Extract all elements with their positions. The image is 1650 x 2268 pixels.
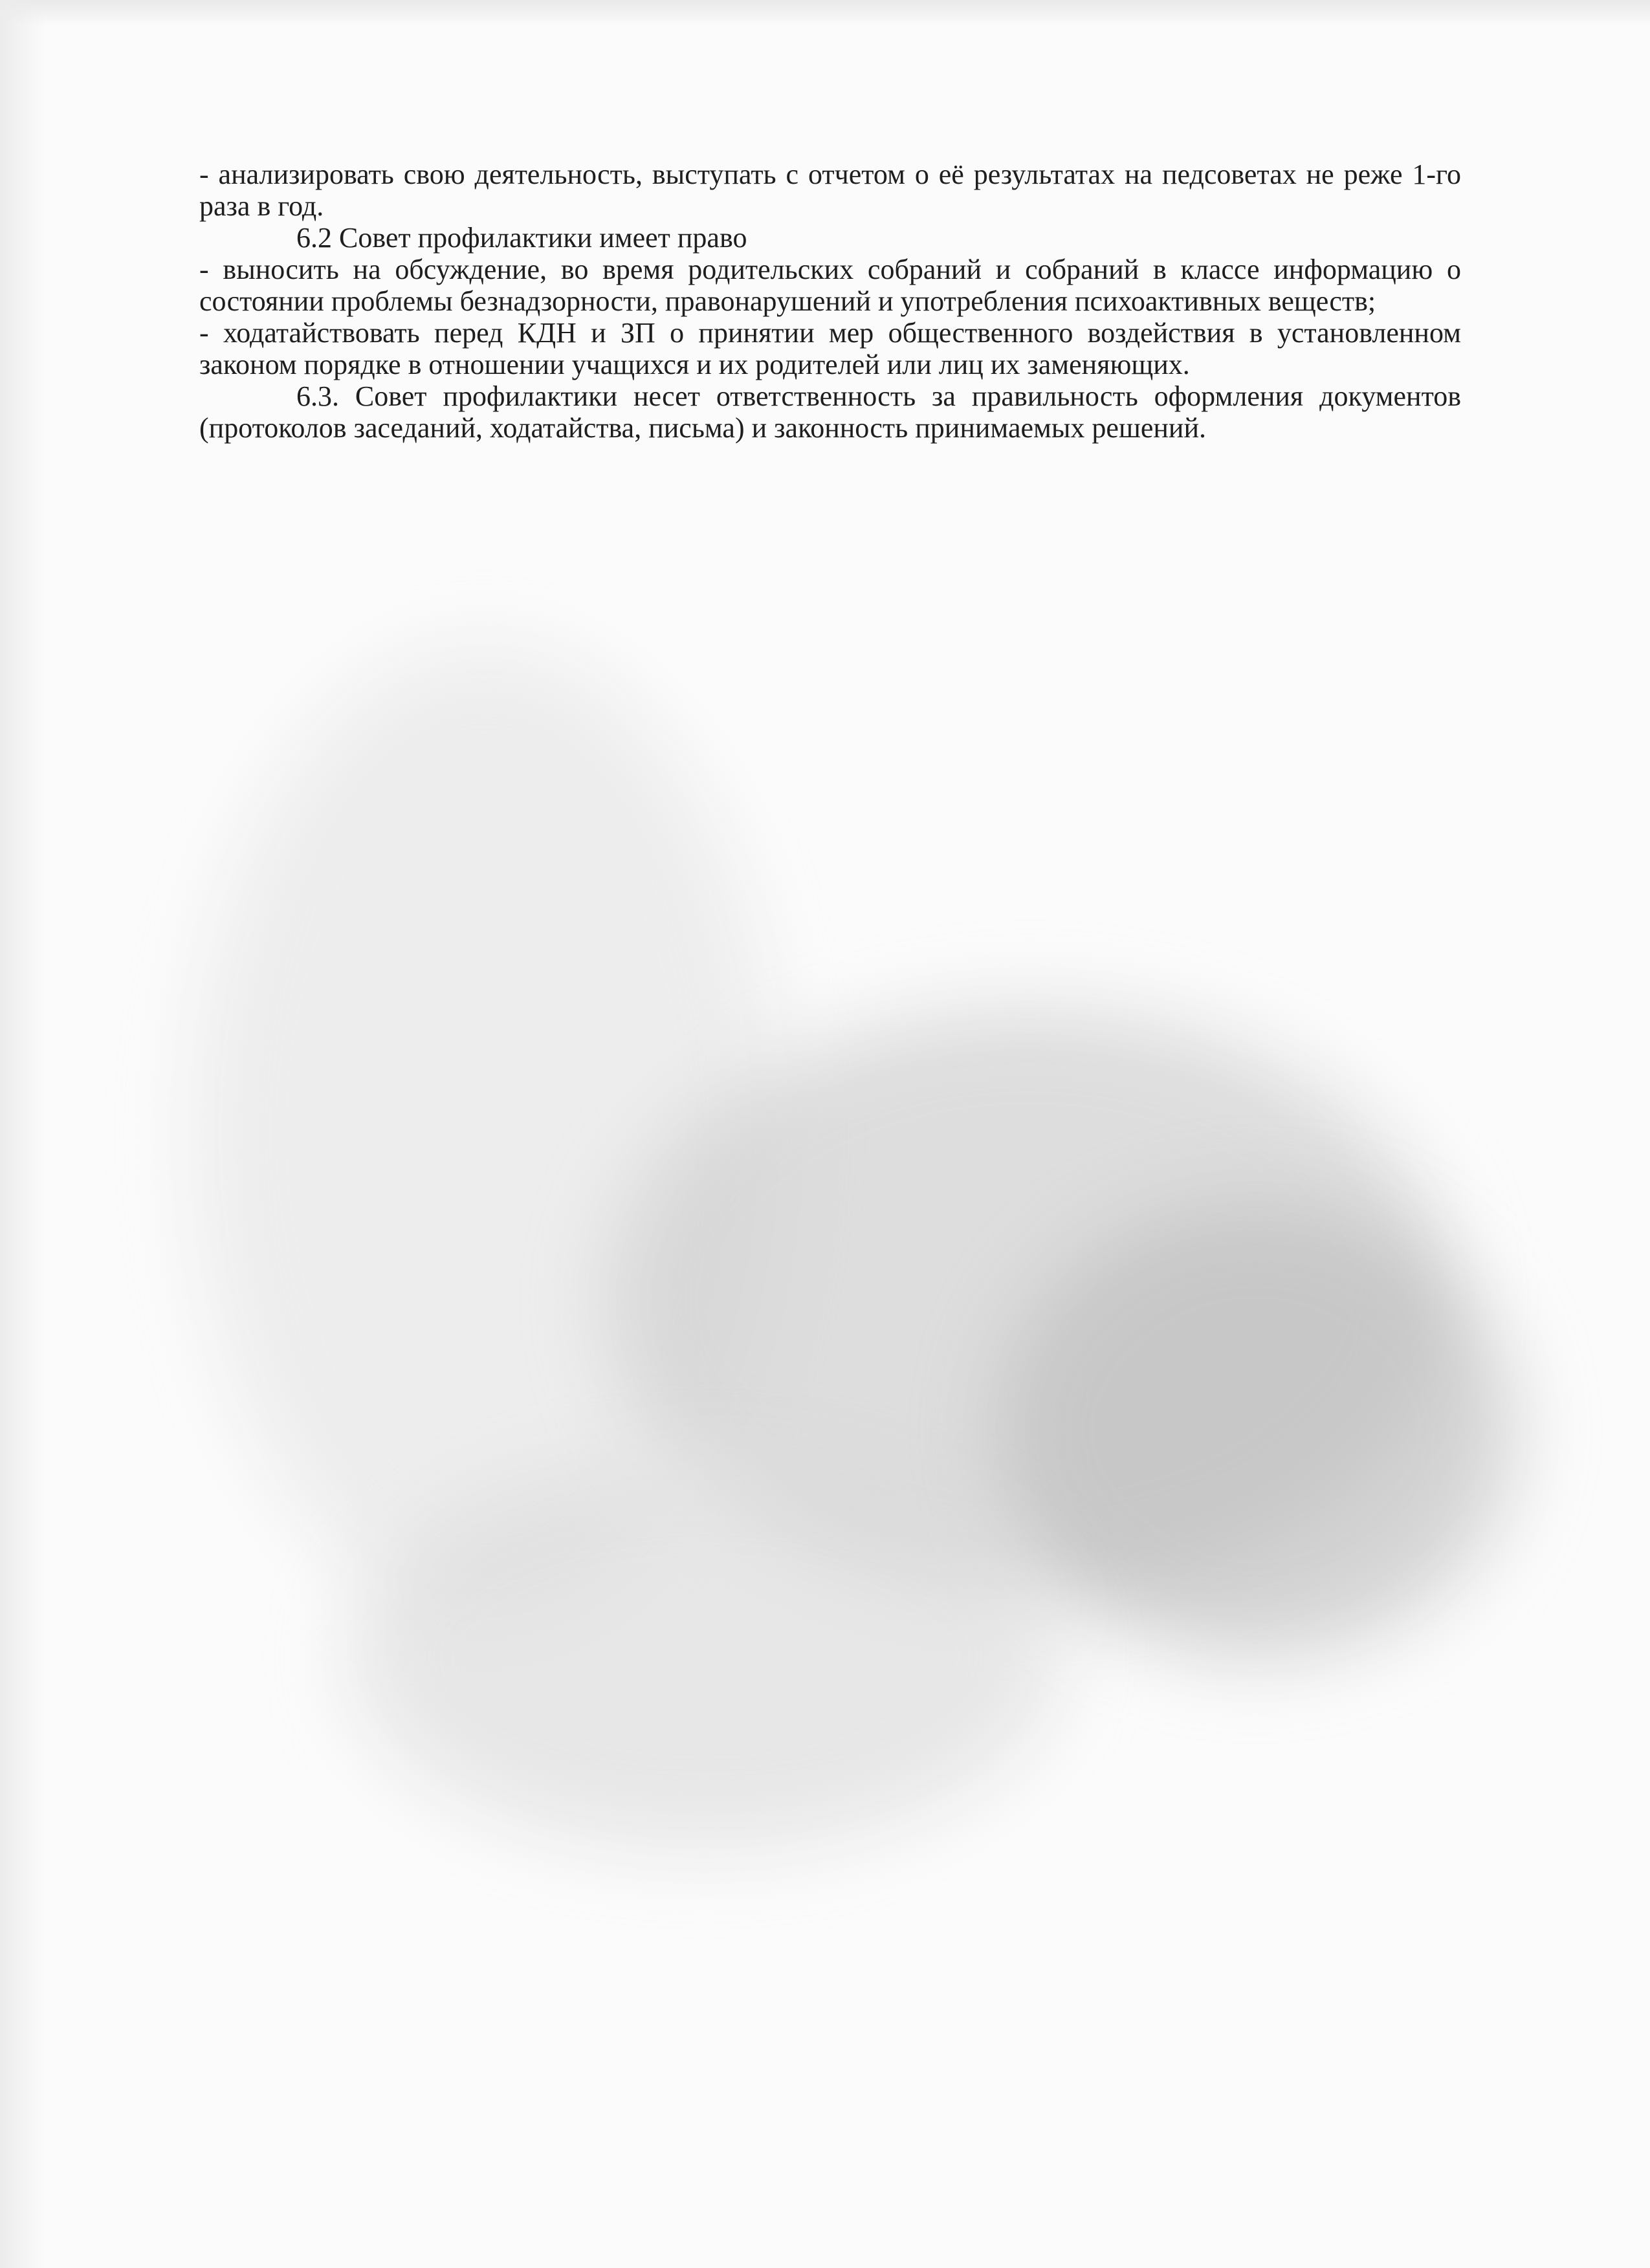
paragraph-petition-kdn: - ходатайствовать перед КДН и ЗП о принятии мер общественного воздействия в установленном законом порядке в отношении учащихся и их родителей или лиц их заменяющих. xyxy=(199,317,1461,380)
scan-shadow-top xyxy=(0,0,1650,26)
paragraph-discuss-at-meetings: - выносить на обсуждение, во время родительских собраний и собраний в классе информацию о состоянии проблемы безнадзорности, правонарушений и употребления психоактивных веществ; xyxy=(199,254,1461,317)
paragraph-6-3-responsibility: 6.3. Совет профилактики несет ответственность за правильность оформления документов (протоколов заседаний, ходатайства, письма) и законность принимаемых решений. xyxy=(199,380,1461,444)
document-body xyxy=(199,158,1461,444)
scan-shadow-left xyxy=(0,0,45,2268)
paragraph-6-2-heading: 6.2 Совет профилактики имеет право xyxy=(296,222,747,254)
paragraph-analyze-activity: - анализировать свою деятельность, выступать с отчетом о её результатах на педсоветах не реже 1-го раза в год. xyxy=(199,158,1461,222)
reverse-side-show-through xyxy=(155,621,1579,2044)
